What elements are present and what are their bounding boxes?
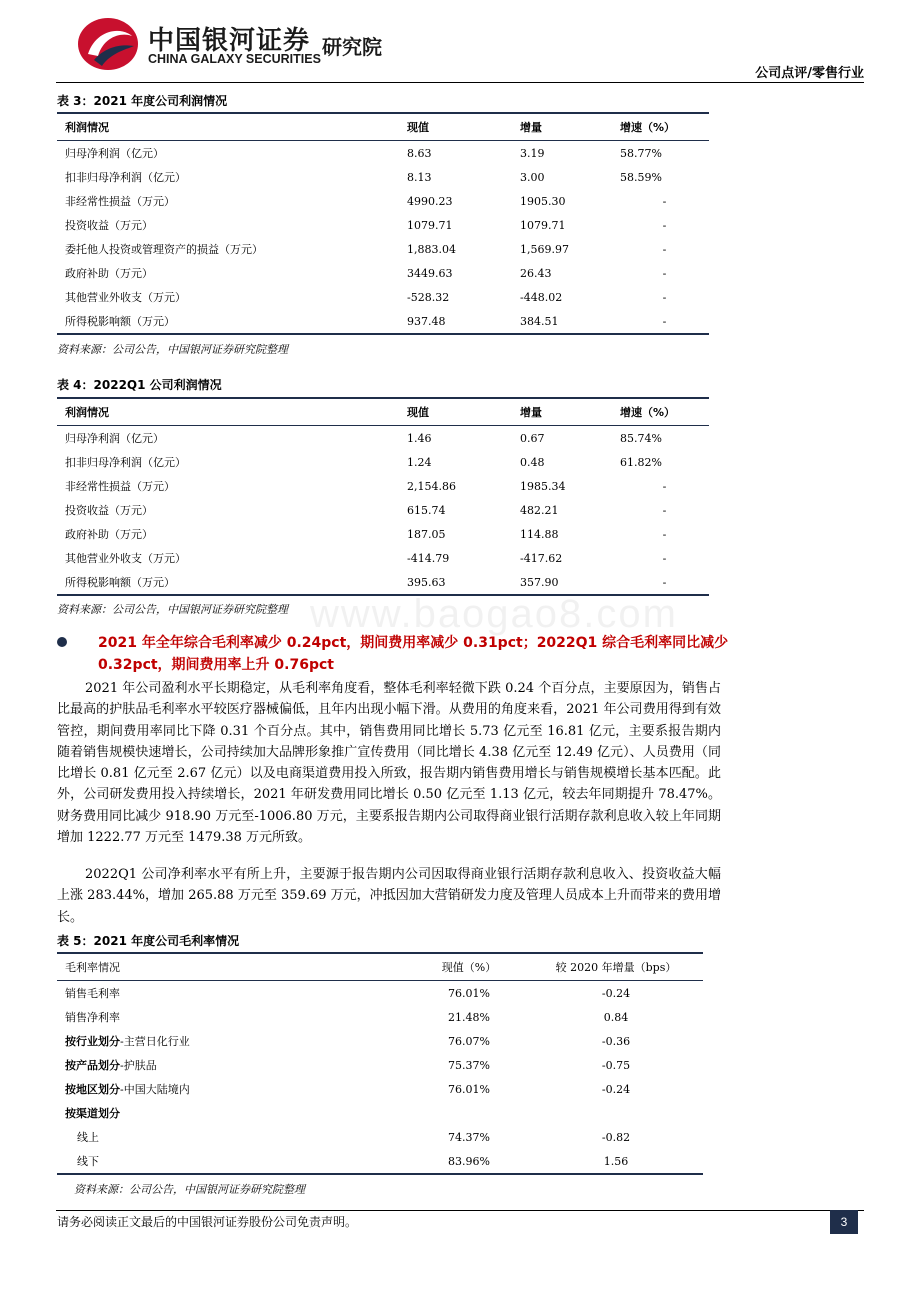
row-growth: - [662, 503, 667, 517]
row-value: 8.13 [407, 170, 432, 184]
row-value: 3449.63 [407, 266, 453, 280]
table4-header: 增量 [520, 398, 620, 426]
table3-header: 增速（%） [620, 113, 709, 141]
table-row [57, 1005, 703, 1029]
row-label: 非经常性损益（万元） [65, 195, 175, 208]
row-label: 政府补助（万元） [65, 267, 153, 280]
footer-divider [56, 1210, 864, 1211]
row-growth: 61.82% [620, 455, 662, 469]
row-growth: - [662, 290, 667, 304]
header-divider [56, 82, 864, 83]
table-row [57, 189, 709, 213]
row-delta [529, 1101, 703, 1125]
row-value: 1079.71 [407, 218, 453, 232]
institute-name: 研究院 [322, 35, 382, 59]
row-delta: 357.90 [520, 570, 620, 595]
row-label: 归母净利润（亿元） [65, 432, 164, 445]
row-growth: 85.74% [620, 431, 662, 445]
row-delta: 3.19 [520, 146, 545, 160]
table-row [57, 1125, 703, 1149]
row-delta: 1905.30 [520, 194, 566, 208]
table3-header: 利润情况 [57, 113, 407, 141]
table4-header: 增速（%） [620, 398, 709, 426]
table-row [57, 1077, 703, 1101]
row-growth: 58.77% [620, 146, 662, 160]
row-growth: - [662, 266, 667, 280]
row-label: -护肤品 [120, 1059, 157, 1072]
table3-header-row [57, 113, 709, 141]
row-label: 政府补助（万元） [65, 528, 153, 541]
page-number: 3 [830, 1210, 858, 1234]
row-label: 归母净利润（亿元） [65, 147, 164, 160]
row-label: 其他营业外收支（万元） [65, 552, 186, 565]
table4-header: 现值 [407, 398, 520, 426]
row-delta: 0.48 [520, 455, 545, 469]
row-group: 按地区划分 [65, 1083, 120, 1096]
table-row [57, 213, 709, 237]
row-value [409, 1101, 529, 1125]
row-value: 2,154.86 [407, 479, 456, 493]
row-label: 投资收益（万元） [65, 504, 153, 517]
row-delta: -0.82 [601, 1130, 631, 1144]
table4-caption: 表 4：2022Q1 公司利润情况 [57, 378, 222, 392]
table-row [57, 474, 709, 498]
row-group: 按行业划分 [65, 1035, 120, 1048]
table-row [57, 309, 709, 334]
row-delta: 0.67 [520, 431, 545, 445]
report-category: 公司点评/零售行业 [755, 66, 864, 81]
table5-caption: 表 5：2021 年度公司毛利率情况 [57, 934, 240, 948]
row-delta: 1,569.97 [520, 242, 569, 256]
table-row [57, 261, 709, 285]
table-row [57, 546, 709, 570]
row-growth: - [620, 309, 709, 334]
table3-header: 增量 [520, 113, 620, 141]
row-delta: -448.02 [520, 290, 563, 304]
table5-header: 较 2020 年增量（bps） [529, 953, 703, 981]
disclaimer-note: 请务必阅读正文最后的中国银河证券股份公司免责声明。 [57, 1215, 358, 1229]
row-label: 销售净利率 [65, 1011, 120, 1024]
row-growth: - [662, 551, 667, 565]
row-delta: -0.24 [601, 986, 631, 1000]
table4-source: 资料来源：公司公告，中国银河证券研究院整理 [57, 603, 288, 616]
row-delta: 1079.71 [520, 218, 566, 232]
row-growth: - [620, 570, 709, 595]
row-value: 83.96% [409, 1149, 529, 1174]
row-value: 1.24 [407, 455, 432, 469]
row-label: 扣非归母净利润（亿元） [65, 456, 186, 469]
table-row [57, 498, 709, 522]
row-growth: - [662, 194, 667, 208]
row-growth: 58.59% [620, 170, 662, 184]
brand-name-en: CHINA GALAXY SECURITIES [148, 52, 321, 66]
paragraph: 2021 年公司盈利水平长期稳定，从毛利率角度看，整体毛利率轻微下跌 0.24 个百分点，主要原因为，销售占比最高的护肤品毛利率水平较医疗器械偏低，且年内出现小幅下滑。从费用的角度来看，2021 年公司费用得到有效管控，期间费用率同比下降 0.31 个百分点。其中，销售费用同比增长 5.73 亿元至 16.81 亿元，主要系报告期内随着销售规模快速增长，公司持续加大品牌形象推广宣传费用（同比增长 4.38 亿元至 12.49 亿元）、人员费用（同比增长 0.81 亿元至 2.67 亿元）以及电商渠道费用投入所致，报告期内销售费用增长与销售规模增长基本匹配。此外，公司研发费用投入持续增长，2021 年研发费用同比增长 0.50 亿元至 1.13 亿元，较去年同期提升 78.47%。财务费用同比减少 918.90 万元至-1006.80 万元，主要系报告期内公司取得商业银行活期存款利息收入较上年同期增加 1222.77 万元至 1479.38 万元所致。 [57, 681, 721, 846]
table3-caption: 表 3：2021 年度公司利润情况 [57, 94, 228, 108]
row-value: -414.79 [407, 551, 450, 565]
watermark: www.baogao8.com [310, 592, 678, 636]
row-value: 4990.23 [407, 194, 453, 208]
row-label: 扣非归母净利润（亿元） [65, 171, 186, 184]
row-value: 937.48 [407, 309, 520, 334]
row-delta: 0.84 [603, 1010, 629, 1024]
row-label: 投资收益（万元） [65, 219, 153, 232]
table-row [57, 237, 709, 261]
row-value: 76.07% [448, 1034, 490, 1048]
table-row [57, 285, 709, 309]
row-delta: -0.36 [601, 1034, 631, 1048]
row-delta: 26.43 [520, 266, 552, 280]
row-delta: -0.75 [601, 1058, 631, 1072]
row-group: 按产品划分 [65, 1059, 120, 1072]
row-value: 76.01% [448, 1082, 490, 1096]
table3 [57, 112, 709, 335]
table4 [57, 397, 709, 596]
table-row [57, 981, 703, 1006]
row-value: 395.63 [407, 570, 520, 595]
table4-header: 利润情况 [57, 398, 407, 426]
row-delta: 1.56 [529, 1149, 703, 1174]
row-label: 所得税影响额（万元） [57, 309, 407, 334]
table-row [57, 522, 709, 546]
row-growth: - [662, 218, 667, 232]
bullet-icon [57, 637, 67, 647]
table5-header: 现值（%） [409, 953, 529, 981]
table5-header-row [57, 953, 703, 981]
row-delta: 114.88 [520, 527, 559, 541]
table5 [57, 952, 703, 1175]
table4-header-row [57, 398, 709, 426]
row-label: 其他营业外收支（万元） [65, 291, 186, 304]
row-label: -中国大陆境内 [120, 1083, 190, 1096]
row-value: 1,883.04 [407, 242, 456, 256]
table-row [57, 141, 709, 166]
table-row [57, 450, 709, 474]
row-growth: - [662, 527, 667, 541]
row-delta: 384.51 [520, 309, 620, 334]
row-value: 76.01% [448, 986, 490, 1000]
table-row [57, 1029, 703, 1053]
section-heading: 2021 年全年综合毛利率减少 0.24pct，期间费用率减少 0.31pct；2022Q1 综合毛利率同比减少 0.32pct，期间费用率上升 0.76pct [98, 635, 729, 673]
brand-name-cn: 中国银河证券 [148, 26, 311, 56]
row-label: 销售毛利率 [65, 987, 120, 1000]
galaxy-logo-icon [76, 16, 140, 76]
table-row [57, 1149, 703, 1174]
row-value: 8.63 [407, 146, 432, 160]
table-row [57, 1053, 703, 1077]
table3-header: 现值 [407, 113, 520, 141]
row-value: 615.74 [407, 503, 446, 517]
row-label: 线下 [77, 1155, 99, 1168]
row-delta: 3.00 [520, 170, 545, 184]
table5-header: 毛利率情况 [57, 953, 409, 981]
table-row [57, 165, 709, 189]
table5-source: 资料来源：公司公告，中国银河证券研究院整理 [74, 1183, 305, 1196]
row-value: -528.32 [407, 290, 450, 304]
row-delta: -417.62 [520, 551, 563, 565]
row-delta: -0.24 [601, 1082, 631, 1096]
row-label: -主营日化行业 [120, 1035, 190, 1048]
row-value: 21.48% [448, 1010, 490, 1024]
paragraph: 2022Q1 公司净利率水平有所上升，主要源于报告期内公司因取得商业银行活期存款利息收入、投资收益大幅上涨 283.44%，增加 265.88 万元至 359.69 万元，冲抵因加大营销研发力度及管理人员成本上升而带来的费用增长。 [57, 867, 721, 925]
row-value: 187.05 [407, 527, 446, 541]
row-label: 所得税影响额（万元） [57, 570, 407, 595]
row-label: 非经常性损益（万元） [65, 480, 175, 493]
row-value: 74.37% [448, 1130, 490, 1144]
row-growth: - [662, 242, 667, 256]
row-label: 线上 [77, 1131, 99, 1144]
table-row [57, 426, 709, 451]
table3-source: 资料来源：公司公告，中国银河证券研究院整理 [57, 343, 288, 356]
row-value: 1.46 [407, 431, 432, 445]
row-delta: 482.21 [520, 503, 559, 517]
row-group: 按渠道划分 [65, 1107, 120, 1120]
row-label: 委托他人投资或管理资产的损益（万元） [65, 243, 263, 256]
row-growth: - [662, 479, 667, 493]
row-delta: 1985.34 [520, 479, 566, 493]
row-value: 75.37% [448, 1058, 490, 1072]
table-row [57, 1101, 703, 1125]
